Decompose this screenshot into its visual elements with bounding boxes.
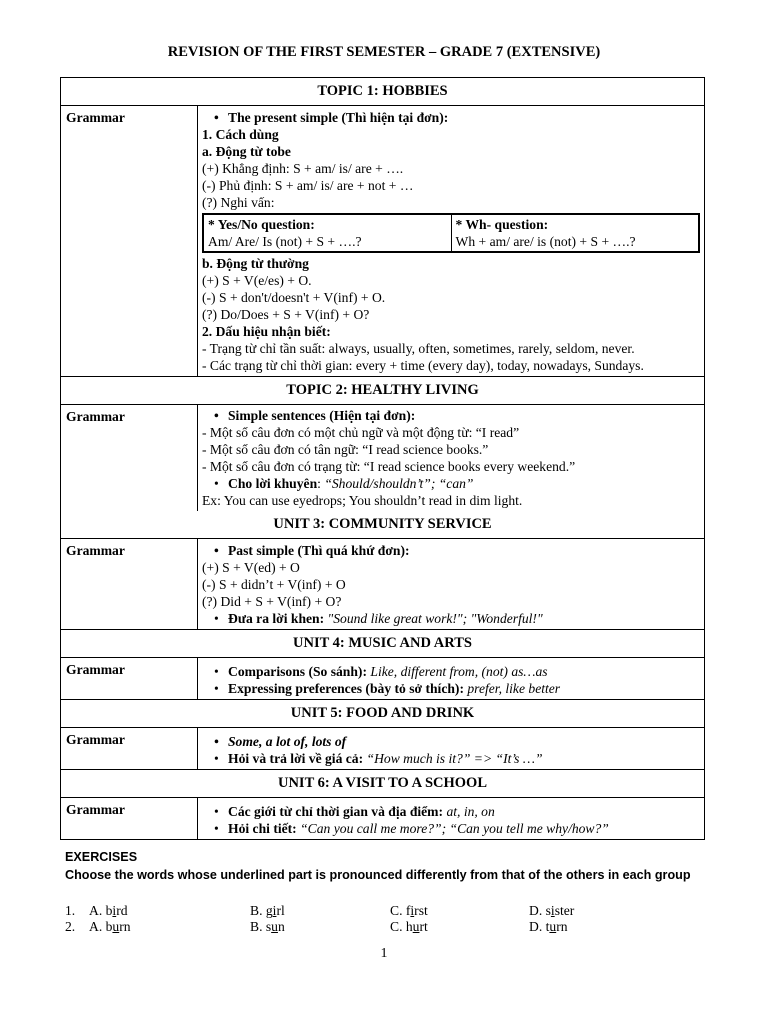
- grammar-label: Grammar: [61, 798, 198, 840]
- details-bullet: [202, 820, 700, 837]
- unit5-content: [198, 728, 705, 770]
- option-c[interactable]: C. first: [390, 903, 428, 918]
- grammar-label: Grammar: [61, 106, 198, 377]
- unit6-content: [198, 798, 705, 840]
- topic1-normal: b. Động từ thường: [202, 256, 309, 271]
- option-c[interactable]: C. hurt: [390, 919, 428, 934]
- exercises-instruction: Choose the words whose underlined part is pronounced differently from that of the others in each group: [65, 867, 691, 882]
- tobe-line: (+) Khẳng định: S + am/ is/ are + ….: [202, 161, 404, 176]
- comparison-bullet: [202, 663, 700, 680]
- topic1-content: [198, 106, 705, 377]
- advice-examples: “Should/shouldn’t”; “can”: [324, 476, 474, 491]
- normal-line: (?) Do/Does + S + V(inf) + O?: [202, 307, 370, 322]
- price-label: Hỏi và trả lời về giá cả:: [228, 751, 364, 766]
- unit3-content: [198, 539, 705, 630]
- option-b[interactable]: B. sun: [250, 919, 285, 934]
- preposition-label: Các giới từ chỉ thời gian và địa điểm:: [228, 804, 444, 819]
- question-row: [65, 918, 705, 935]
- topic2-bullet: • Simple sentences (Hiện tại đơn):: [202, 407, 700, 424]
- tobe-line: (?) Nghi vấn:: [202, 195, 275, 210]
- question-table: [202, 213, 700, 253]
- grammar-label: Grammar: [61, 728, 198, 770]
- unit6-heading: UNIT 6: A VISIT TO A SCHOOL: [61, 770, 705, 798]
- exercises-heading: EXERCISES: [65, 850, 138, 864]
- preference-label: Expressing preferences (bày tỏ sở thích):: [228, 681, 464, 696]
- grammar-label: Grammar: [61, 405, 198, 512]
- topic2-example: Ex: You can use eyedrops; You shouldn’t read in dim light.: [202, 493, 523, 508]
- question-number: 2.: [65, 919, 76, 934]
- unit3-line: (+) S + V(ed) + O: [202, 560, 300, 575]
- quantifier-bullet: • Some, a lot of, lots of: [202, 733, 700, 750]
- topic1-signs: 2. Dấu hiệu nhận biết:: [202, 324, 331, 339]
- signs-line: - Các trạng từ chỉ thời gian: every + time (every day), today, nowadays, Sundays.: [202, 358, 644, 373]
- preposition-examples: at, in, on: [443, 804, 495, 819]
- option-a[interactable]: A. bird: [89, 903, 128, 918]
- unit3-heading: UNIT 3: COMMUNITY SERVICE: [61, 511, 705, 539]
- revision-table: [60, 77, 705, 840]
- details-label: Hỏi chi tiết:: [228, 821, 297, 836]
- grammar-label: Grammar: [61, 658, 198, 700]
- praise-examples: "Sound like great work!"; "Wonderful!": [324, 611, 543, 626]
- topic2-line: - Một số câu đơn có trạng từ: “I read science books every weekend.”: [202, 459, 576, 474]
- advice-bullet: [202, 475, 700, 492]
- normal-line: (-) S + don't/doesn't + V(inf) + O.: [202, 290, 386, 305]
- price-examples: “How much is it?” => “It’s …”: [363, 751, 543, 766]
- page-title: REVISION OF THE FIRST SEMESTER – GRADE 7 (EXTENSIVE): [167, 44, 601, 60]
- preference-bullet: [202, 680, 700, 697]
- comparison-label: Comparisons (So sánh):: [228, 664, 367, 679]
- details-examples: “Can you call me more?”; “Can you tell me why/how?”: [296, 821, 609, 836]
- question-number: 1.: [65, 903, 76, 918]
- wh-heading: * Wh- question:: [455, 217, 549, 232]
- yesno-heading: * Yes/No question:: [208, 217, 315, 232]
- topic1-tobe: a. Động từ tobe: [202, 144, 291, 159]
- question-row: [65, 902, 705, 919]
- advice-label: Cho lời khuyên: [228, 476, 318, 491]
- topic2-line: - Một số câu đơn có một chủ ngữ và một động từ: “I read”: [202, 425, 520, 440]
- unit4-content: [198, 658, 705, 700]
- grammar-label: Grammar: [61, 539, 198, 630]
- option-d[interactable]: D. sister: [529, 903, 575, 918]
- option-d[interactable]: D. turn: [529, 919, 568, 934]
- comparison-examples: Like, different from, (not) as…as: [366, 664, 548, 679]
- preposition-bullet: [202, 803, 700, 820]
- option-a[interactable]: A. burn: [89, 919, 131, 934]
- preference-examples: prefer, like better: [463, 681, 561, 696]
- topic2-line: - Một số câu đơn có tân ngữ: “I read science books.”: [202, 442, 489, 457]
- praise-bullet: [202, 610, 700, 627]
- unit3-line: (?) Did + S + V(inf) + O?: [202, 594, 342, 609]
- topic1-usage: 1. Cách dùng: [202, 127, 279, 142]
- price-bullet: [202, 750, 700, 767]
- advice-colon: :: [317, 476, 325, 491]
- unit4-heading: UNIT 4: MUSIC AND ARTS: [61, 630, 705, 658]
- page-number: 1: [380, 946, 388, 961]
- praise-label: Đưa ra lời khen:: [228, 611, 325, 626]
- exercises-section: [65, 849, 705, 884]
- signs-line: - Trạng từ chỉ tần suất: always, usually, often, sometimes, rarely, seldom, never.: [202, 341, 635, 356]
- topic1-bullet: • The present simple (Thì hiện tại đơn):: [202, 109, 700, 126]
- topic1-heading: TOPIC 1: HOBBIES: [61, 78, 705, 106]
- unit5-heading: UNIT 5: FOOD AND DRINK: [61, 700, 705, 728]
- tobe-line: (-) Phủ định: S + am/ is/ are + not + …: [202, 178, 414, 193]
- yesno-formula: Am/ Are/ Is (not) + S + ….?: [208, 234, 362, 249]
- topic2-heading: TOPIC 2: HEALTHY LIVING: [61, 377, 705, 405]
- option-b[interactable]: B. girl: [250, 903, 285, 918]
- wh-formula: Wh + am/ are/ is (not) + S + ….?: [455, 234, 636, 249]
- normal-line: (+) S + V(e/es) + O.: [202, 273, 312, 288]
- unit3-bullet: • Past simple (Thì quá khứ đơn):: [202, 542, 700, 559]
- topic2-content: [198, 405, 705, 512]
- unit3-line: (-) S + didn’t + V(inf) + O: [202, 577, 346, 592]
